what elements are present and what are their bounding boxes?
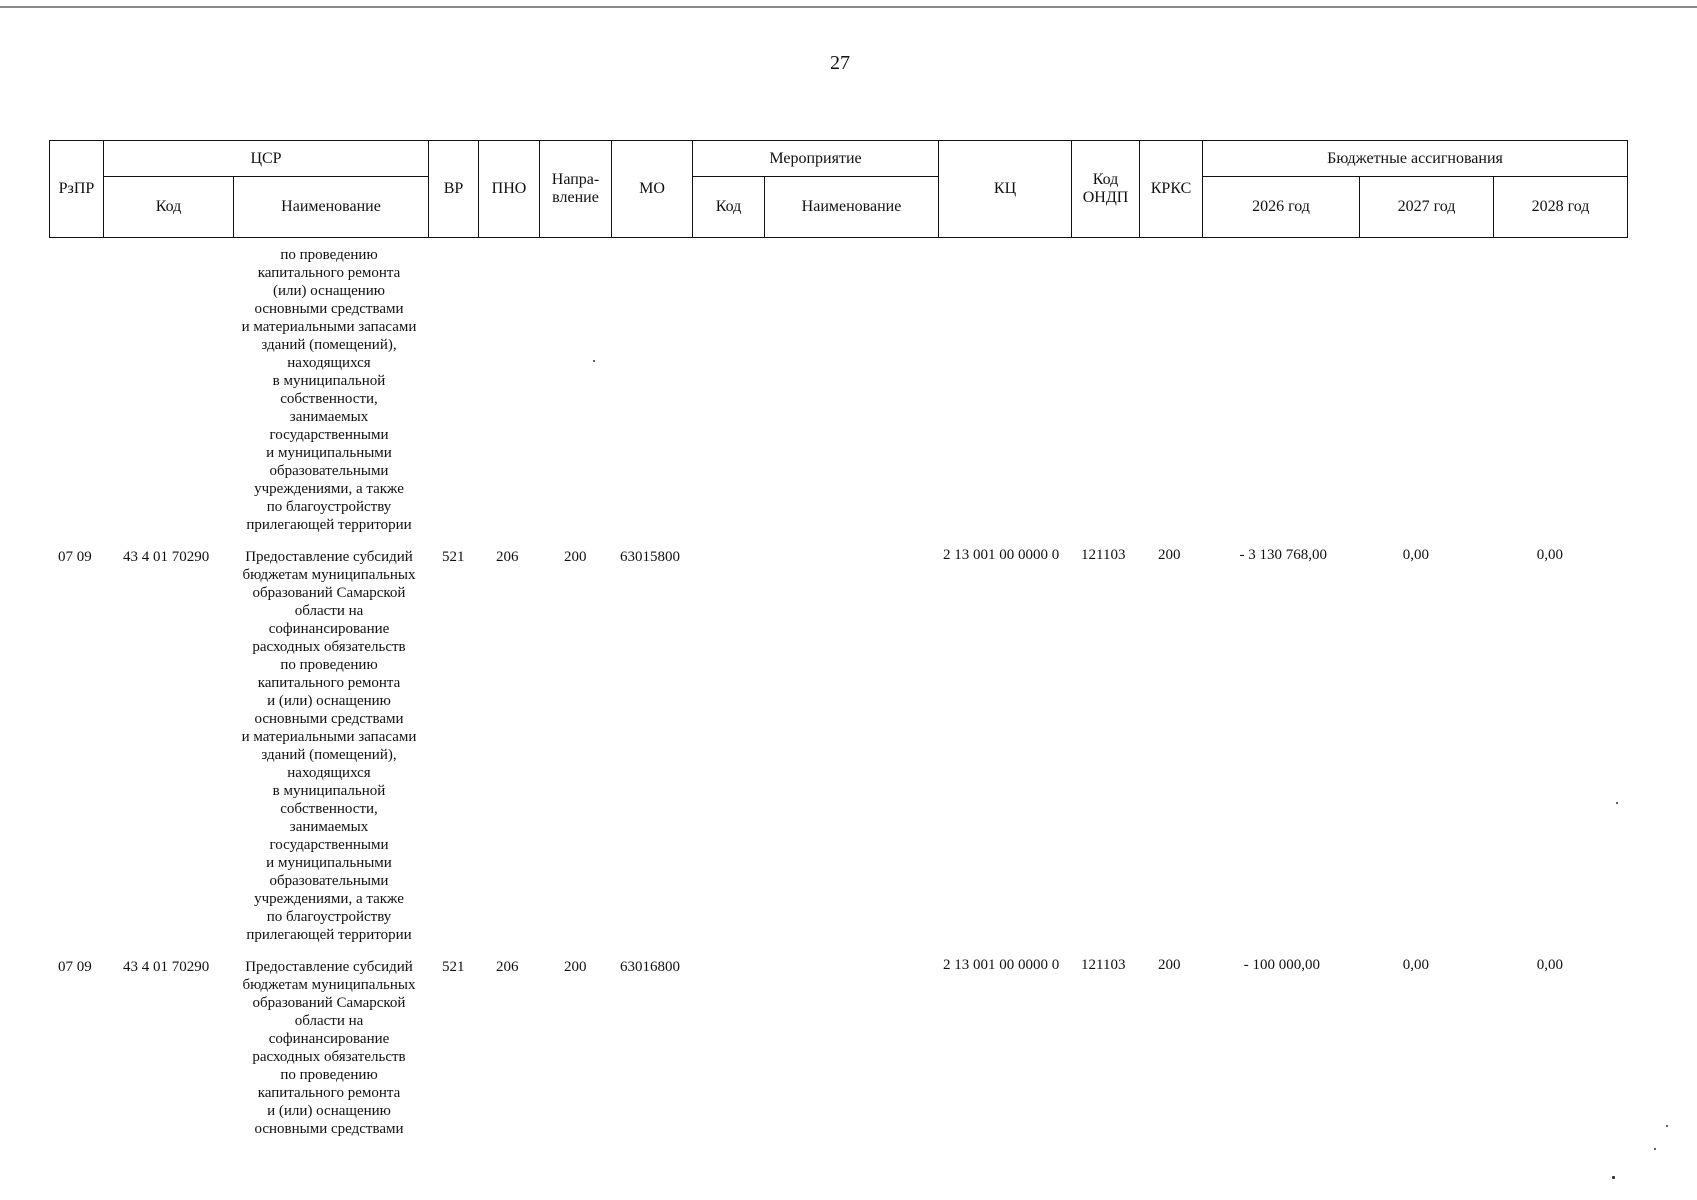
mo-cell: 63015800 [620,549,680,565]
pno-cell: 206 [496,549,519,565]
krks-cell: 200 [1158,957,1181,973]
krks-cell: 200 [1158,547,1181,563]
amount-2028-cell: 0,00 [1536,547,1563,563]
rzpr-cell: 07 09 [58,549,92,565]
header-2027: 2027 год [1360,177,1494,238]
header-csr: ЦСР [104,141,429,177]
csr-code-cell: 43 4 01 70290 [123,959,210,975]
amount-2027-cell: 0,00 [1402,547,1429,563]
header-ondp: Код ОНДП [1072,141,1140,238]
header-csr-code: Код [104,177,234,238]
header-rzpr: РзПР [50,141,104,238]
page-number: 27 [830,52,850,74]
header-krks: КРКС [1140,141,1203,238]
header-event: Мероприятие [693,141,939,177]
amount-2026-cell: - 3 130 768,00 [1239,547,1327,563]
header-2026: 2026 год [1203,177,1360,238]
table-header [49,140,1628,238]
header-mo: МО [612,141,693,238]
scan-speck [1666,1125,1668,1127]
header-pno: ПНО [479,141,540,238]
vr-cell: 521 [442,549,465,565]
amount-2026-cell: - 100 000,00 [1243,957,1320,973]
scan-speck [1654,1148,1656,1150]
kc-cell: 2 13 001 00 0000 0 [943,957,1060,973]
header-csr-name: Наименование [234,177,429,238]
scan-speck [593,360,595,362]
header-2028: 2028 год [1494,177,1628,238]
continued-name-text: по проведению капитального ремонта (или) оснащению основными средствами и материальными запасами зданий (помещений), находящихся в муниципальной собственности, занимаемых государственными и муниципальными образовательными учреждениями, а также по благоустройству прилегающей территории [241,247,417,533]
header-direction: Напра- вление [540,141,612,238]
header-event-code: Код [693,177,765,238]
direction-cell: 200 [564,549,587,565]
csr-name-cell: Предоставление субсидий бюджетам муниципальных образований Самарской области на софинансирование расходных обязательств по проведению капитального ремонта и (или) оснащению основными средствами и материальными запасами зданий (помещений), находящихся в муниципальной собственности, занимаемых государственными и муниципальными образовательными учреждениями, а также по благоустройству прилегающей территории [241,549,417,943]
mo-cell: 63016800 [620,959,680,975]
rzpr-cell: 07 09 [58,959,92,975]
ondp-cell: 121103 [1081,957,1126,973]
header-vr: ВР [429,141,479,238]
header-event-name: Наименование [765,177,939,238]
top-border-line [0,6,1697,8]
scan-speck [1616,802,1618,804]
header-kc: КЦ [939,141,1072,238]
amount-2028-cell: 0,00 [1536,957,1563,973]
direction-cell: 200 [564,959,587,975]
csr-name-cell: Предоставление субсидий бюджетам муниципальных образований Самарской области на софинансирование расходных обязательств по проведению капитального ремонта и (или) оснащению основными средствами [242,959,416,1137]
kc-cell: 2 13 001 00 0000 0 [943,547,1060,563]
ondp-cell: 121103 [1081,547,1126,563]
amount-2027-cell: 0,00 [1402,957,1429,973]
csr-code-cell: 43 4 01 70290 [123,549,210,565]
vr-cell: 521 [442,959,465,975]
scan-speck [1612,1176,1615,1179]
pno-cell: 206 [496,959,519,975]
header-budget: Бюджетные ассигнования [1203,141,1628,177]
